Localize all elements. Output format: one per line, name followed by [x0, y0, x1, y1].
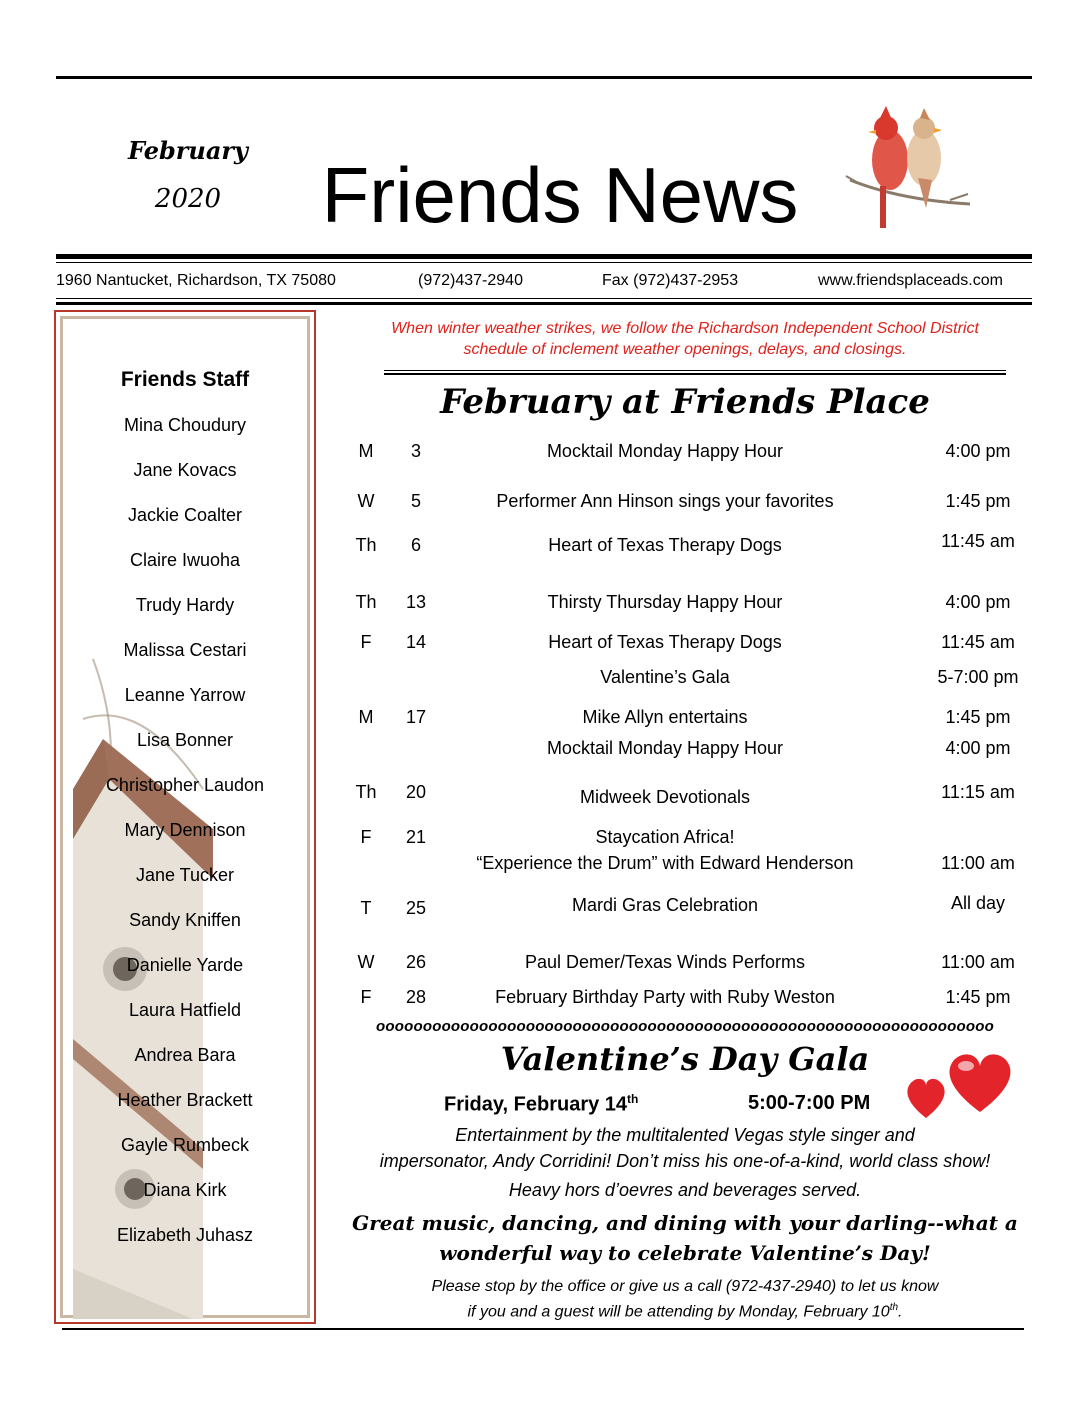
event-date: 3 — [410, 441, 421, 461]
event-day: W — [357, 491, 375, 511]
event-day: W — [357, 952, 375, 972]
staff-name: Trudy Hardy — [135, 595, 235, 615]
event-day: F — [360, 827, 372, 847]
event-day: F — [360, 987, 372, 1007]
gala-title: Valentine’s Day Gala — [500, 1040, 870, 1078]
event-description: Valentine’s Gala — [600, 667, 730, 687]
event-description: Staycation Africa! — [595, 827, 735, 847]
staff-name: Gayle Rumbeck — [120, 1135, 250, 1155]
contact-bar — [56, 272, 1032, 294]
gala-entertainment — [338, 1122, 1032, 1174]
event-date: 13 — [405, 592, 427, 612]
weather-notice-line1: When winter weather strikes, we follow the Richardson Independent School District — [391, 320, 979, 337]
bottom-rule — [62, 1328, 1024, 1330]
gala-rsvp — [338, 1276, 1032, 1322]
staff-name: Diana Kirk — [143, 1180, 227, 1200]
staff-name: Lisa Bonner — [136, 730, 234, 750]
event-day: Th — [355, 535, 377, 555]
staff-name: Sandy Kniffen — [129, 910, 241, 930]
gala-tagline-line1: Great music, dancing, and dining with your darling--what a — [352, 1211, 1018, 1235]
newsletter-title: Friends News — [321, 151, 799, 239]
website-link[interactable]: www.friendsplaceads.com — [818, 272, 1003, 289]
gala-refreshments: Heavy hors d’oevres and beverages served. — [508, 1180, 862, 1200]
event-time: 1:45 pm — [945, 987, 1011, 1007]
top-rule — [56, 76, 1032, 79]
gala-rsvp-line1: Please stop by the office or give us a call (972-437-2940) to let us know — [431, 1278, 939, 1295]
event-description: Midweek Devotionals — [579, 787, 751, 807]
gala-date-text: Friday, February 14 — [444, 1093, 628, 1116]
staff-name: Jackie Coalter — [127, 505, 243, 525]
contact-rule-thick — [56, 302, 1032, 305]
staff-name: Leanne Yarrow — [124, 685, 246, 705]
event-date: 5 — [410, 491, 421, 511]
staff-name: Christopher Laudon — [105, 775, 265, 795]
event-day: T — [360, 898, 372, 918]
issue-month: February — [127, 136, 248, 165]
issue-year: 2020 — [154, 184, 222, 214]
event-time: 4:00 pm — [945, 441, 1011, 461]
staff-name: Jane Tucker — [135, 865, 235, 885]
event-time: 1:45 pm — [945, 491, 1011, 511]
staff-name: Andrea Bara — [134, 1045, 236, 1065]
staff-name: Mina Choudury — [123, 415, 247, 435]
staff-name: Laura Hatfield — [128, 1000, 242, 1020]
staff-list — [60, 410, 310, 1265]
gala-rsvp-line2 — [338, 1297, 1032, 1322]
event-date: 26 — [405, 952, 427, 972]
event-description: Paul Demer/Texas Winds Performs — [524, 952, 806, 972]
gala-tagline-line2: wonderful way to celebrate Valentine’s Day! — [439, 1241, 931, 1265]
contact-rule-thin — [56, 298, 1032, 299]
staff-name: Danielle Yarde — [126, 955, 244, 975]
event-description: Mardi Gras Celebration — [571, 895, 759, 915]
gala-entertainment-line1: Entertainment by the multitalented Vegas style singer and — [455, 1125, 915, 1145]
event-day: Th — [355, 782, 377, 802]
event-day: F — [360, 632, 372, 652]
event-date: 17 — [405, 707, 427, 727]
fax: Fax (972)437-2953 — [602, 272, 739, 289]
gala-rsvp-suffix: th — [889, 1302, 899, 1313]
event-description: February Birthday Party with Ruby Weston — [495, 987, 835, 1007]
event-time: 4:00 pm — [945, 592, 1011, 612]
gala-date-suffix: th — [627, 1092, 639, 1106]
event-description: Mocktail Monday Happy Hour — [546, 441, 784, 461]
staff-heading: Friends Staff — [120, 368, 250, 391]
event-time: 1:45 pm — [945, 707, 1011, 727]
event-day: M — [358, 441, 374, 461]
event-day: Th — [355, 592, 377, 612]
event-description: Heart of Texas Therapy Dogs — [548, 632, 782, 652]
gala-entertainment-line2: impersonator, Andy Corridini! Don’t miss his one-of-a-kind, world class show! — [379, 1151, 991, 1171]
event-date: 6 — [410, 535, 421, 555]
event-time: 11:00 am — [941, 952, 1015, 972]
gala-tagline — [338, 1208, 1032, 1268]
schedule-rule-thin — [384, 370, 1006, 371]
event-date: 20 — [405, 782, 427, 802]
staff-name: Mary Dennison — [124, 820, 246, 840]
schedule-rule-thick — [384, 373, 1006, 375]
event-description: “Experience the Drum” with Edward Henderson — [476, 853, 854, 873]
o-divider: oooooooooooooooooooooooooooooooooooooooooooooooooooooooooooooooooo — [376, 1018, 994, 1035]
hearts-image — [904, 1050, 1020, 1122]
staff-name: Elizabeth Juhasz — [116, 1225, 254, 1245]
event-description: Mike Allyn entertains — [582, 707, 748, 727]
event-time: 4:00 pm — [945, 738, 1011, 758]
event-time: 11:00 am — [941, 853, 1015, 873]
event-time: All day — [950, 893, 1006, 913]
cardinal-birds-image — [840, 100, 980, 232]
event-time: 11:45 am — [941, 531, 1015, 551]
gala-rsvp-line2-text: if you and a guest will be attending by Monday, February 10 — [467, 1303, 890, 1321]
event-description: Heart of Texas Therapy Dogs — [548, 535, 782, 555]
gala-date — [444, 1092, 638, 1117]
gala-time: 5:00-7:00 PM — [748, 1092, 871, 1114]
event-description: Thirsty Thursday Happy Hour — [547, 592, 783, 612]
phone: (972)437-2940 — [418, 272, 523, 289]
staff-name: Malissa Cestari — [123, 640, 247, 660]
weather-notice-line2: schedule of inclement weather openings, delays, and closings. — [463, 341, 907, 358]
header-rule-thick — [56, 254, 1032, 259]
event-description: Mocktail Monday Happy Hour — [546, 738, 784, 758]
event-date: 14 — [405, 632, 427, 652]
address: 1960 Nantucket, Richardson, TX 75080 — [56, 272, 336, 289]
gala-rsvp-period: . — [898, 1303, 903, 1321]
staff-name: Jane Kovacs — [133, 460, 237, 480]
event-date: 25 — [405, 898, 427, 918]
weather-notice — [338, 318, 1032, 360]
event-time: 11:15 am — [941, 782, 1015, 802]
event-date: 21 — [405, 827, 427, 847]
event-day: M — [358, 707, 374, 727]
schedule-title: February at Friends Place — [440, 382, 930, 422]
event-date: 28 — [405, 987, 427, 1007]
event-time: 11:45 am — [941, 632, 1015, 652]
event-description: Performer Ann Hinson sings your favorites — [496, 491, 834, 511]
staff-name: Claire Iwuoha — [129, 550, 241, 570]
event-time: 5-7:00 pm — [937, 667, 1019, 687]
staff-name: Heather Brackett — [117, 1090, 253, 1110]
header-rule-thin — [56, 262, 1032, 263]
